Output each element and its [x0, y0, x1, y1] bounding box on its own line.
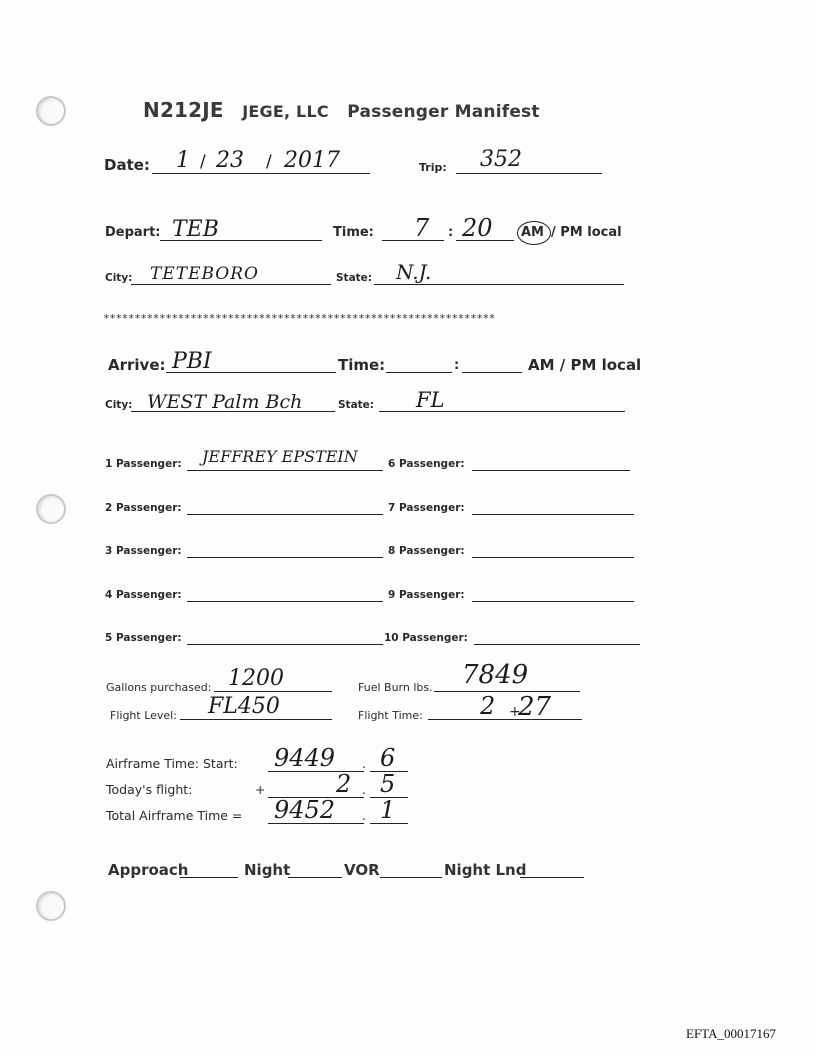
depart-minute[interactable]: 20 [462, 214, 493, 242]
passenger-2-label: 2 Passenger: [105, 502, 182, 514]
date-slash: / [266, 152, 272, 172]
arrive-city[interactable]: WEST Palm Bch [147, 391, 303, 413]
gallons-value[interactable]: 1200 [228, 666, 284, 691]
total-airframe-dot: . [362, 808, 366, 823]
depart-city[interactable]: TETEBORO [150, 264, 259, 284]
passenger-8-label: 8 Passenger: [388, 545, 465, 557]
approach-label: Approach [108, 861, 189, 879]
arrive-time-sep: : [454, 358, 460, 373]
depart-airport[interactable]: TEB [172, 217, 219, 242]
todays-flight-plus: + [255, 782, 266, 797]
date-label: Date: [104, 156, 150, 174]
airframe-start-label: Airframe Time: Start: [106, 756, 238, 771]
passenger-6-label: 6 Passenger: [388, 458, 465, 470]
date-line[interactable] [152, 173, 370, 174]
total-airframe-label: Total Airframe Time = [106, 808, 243, 823]
company-name: JEGE, LLC [242, 102, 329, 121]
trip-label: Trip: [419, 161, 447, 174]
vor-line[interactable] [380, 877, 442, 878]
arrive-state[interactable]: FL [416, 388, 445, 412]
form-name: Passenger Manifest [347, 102, 540, 122]
binder-hole [36, 494, 66, 524]
passenger-4-line[interactable] [187, 601, 383, 602]
date-day[interactable]: 23 [216, 148, 244, 173]
depart-label: Depart: [105, 225, 161, 240]
fuel-burn-value[interactable]: 7849 [462, 660, 529, 690]
flight-time-hours[interactable]: 2 [480, 692, 496, 720]
gallons-line[interactable] [214, 691, 332, 692]
passenger-4-label: 4 Passenger: [105, 589, 182, 601]
todays-flight-label: Today's flight: [106, 782, 193, 797]
trip-line[interactable] [456, 173, 602, 174]
binder-hole [36, 96, 66, 126]
arrive-minute-line[interactable] [462, 372, 522, 373]
depart-hour[interactable]: 7 [414, 214, 430, 242]
passenger-9-label: 9 Passenger: [388, 589, 465, 601]
passenger-7-label: 7 Passenger: [388, 502, 465, 514]
passenger-6-line[interactable] [472, 470, 630, 471]
form-title [143, 98, 540, 122]
arrive-airport[interactable]: PBI [172, 349, 212, 374]
passenger-3-line[interactable] [187, 557, 383, 558]
fuel-burn-label: Fuel Burn lbs. [358, 681, 433, 694]
passenger-1-line[interactable] [187, 470, 383, 471]
vor-label: VOR [344, 861, 380, 879]
passenger-3-label: 3 Passenger: [105, 545, 182, 557]
airframe-start-dot: . [362, 756, 366, 771]
todays-flight-dec[interactable]: 5 [380, 770, 396, 798]
depart-am[interactable]: AM [521, 225, 544, 240]
tail-number: N212JE [143, 98, 224, 122]
depart-pm-local: / PM local [551, 225, 622, 240]
arrive-state-label: State: [338, 399, 375, 411]
date-slash: / [200, 152, 206, 172]
flight-time-minutes[interactable]: 27 [518, 692, 552, 722]
date-year[interactable]: 2017 [284, 148, 340, 173]
arrive-label: Arrive: [108, 356, 166, 374]
total-airframe-dec[interactable]: 1 [380, 796, 396, 824]
approach-line[interactable] [180, 877, 238, 878]
trip-value[interactable]: 352 [480, 147, 522, 172]
flight-level-value[interactable]: FL450 [208, 694, 280, 719]
binder-hole [36, 891, 66, 921]
passenger-8-line[interactable] [472, 557, 634, 558]
flight-time-sep: + [509, 704, 521, 720]
todays-flight-dot: . [362, 782, 366, 797]
separator-row: *************************************************************** [103, 312, 496, 325]
depart-time-label: Time: [333, 225, 374, 240]
arrive-time-label: Time: [338, 356, 386, 374]
night-line[interactable] [288, 877, 342, 878]
bates-number: EFTA_00017167 [686, 1026, 776, 1041]
flight-time-line[interactable] [428, 719, 582, 720]
passenger-7-line[interactable] [472, 514, 634, 515]
depart-hour-line[interactable] [382, 240, 444, 241]
todays-flight-whole[interactable]: 2 [336, 770, 352, 798]
gallons-label: Gallons purchased: [106, 681, 212, 694]
night-lnd-label: Night Lnd [444, 861, 527, 879]
total-airframe-whole[interactable]: 9452 [274, 796, 336, 824]
passenger-1-label: 1 Passenger: [105, 458, 182, 470]
depart-state-line[interactable] [374, 284, 624, 285]
airframe-start-whole[interactable]: 9449 [274, 744, 336, 772]
flight-time-label: Flight Time: [358, 709, 423, 722]
passenger-5-label: 5 Passenger: [105, 632, 182, 644]
passenger-1-name[interactable]: JEFFREY EPSTEIN [202, 447, 358, 466]
date-month[interactable]: 1 [176, 148, 190, 173]
arrive-ampm: AM / PM local [528, 356, 642, 374]
fuel-burn-line[interactable] [434, 691, 580, 692]
flight-level-line[interactable] [180, 719, 332, 720]
passenger-5-line[interactable] [187, 644, 383, 645]
depart-city-label: City: [105, 272, 133, 284]
night-lnd-line[interactable] [520, 877, 584, 878]
depart-state-label: State: [336, 272, 373, 284]
flight-level-label: Flight Level: [110, 709, 177, 722]
passenger-10-line[interactable] [474, 644, 640, 645]
arrive-hour-line[interactable] [386, 372, 452, 373]
night-label: Night [244, 861, 291, 879]
passenger-10-label: 10 Passenger: [384, 632, 468, 644]
arrive-city-label: City: [105, 399, 133, 411]
passenger-9-line[interactable] [472, 601, 634, 602]
airframe-start-dec[interactable]: 6 [380, 744, 396, 772]
depart-city-line[interactable] [131, 284, 331, 285]
depart-state[interactable]: N.J. [396, 260, 432, 284]
passenger-2-line[interactable] [187, 514, 383, 515]
depart-time-sep: : [448, 225, 454, 240]
